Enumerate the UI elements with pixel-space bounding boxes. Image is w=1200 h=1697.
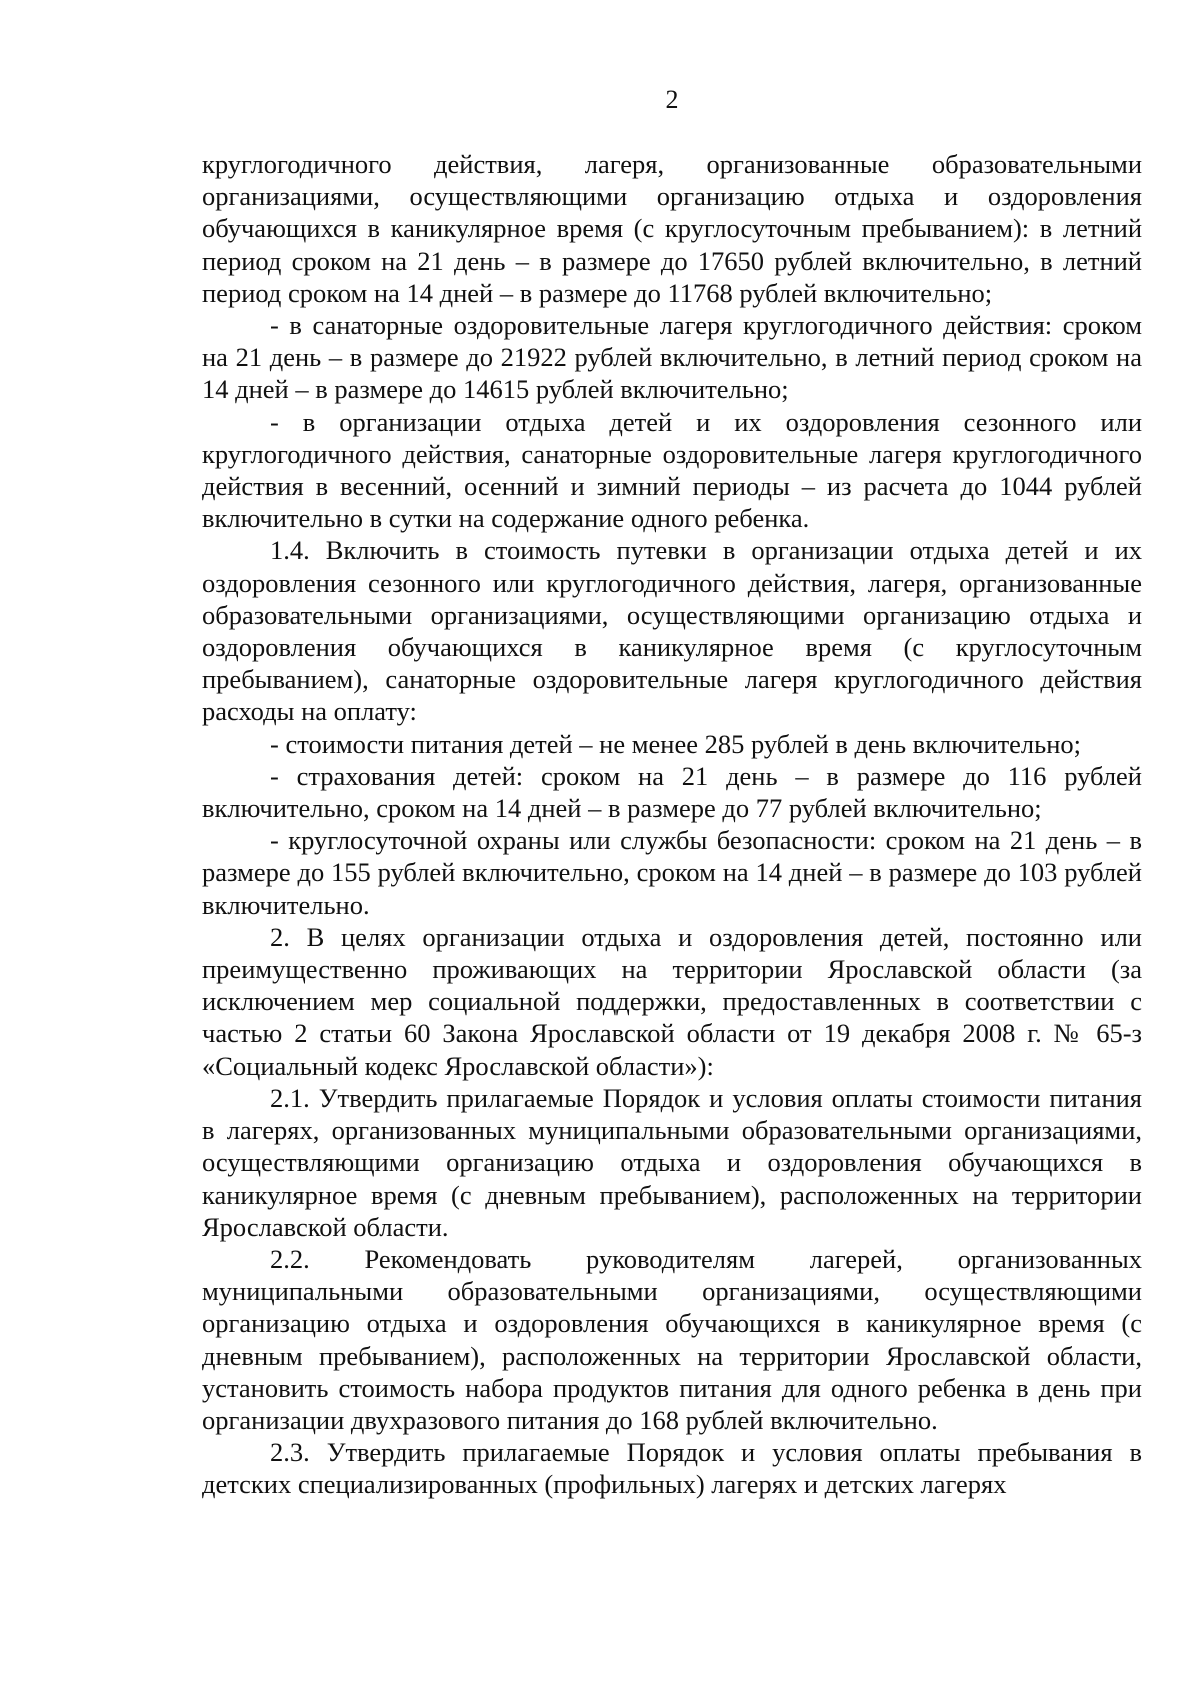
paragraph-2-1: 2.1. Утвердить прилагаемые Порядок и условия оплаты стоимости питания в лагерях, организованных муниципальными образовательными организациями, осуществляющими организацию отдыха и оздоровления обучающихся в каникулярное время (с дневным пребыванием), расположенных на территории Ярославской области. (202, 1082, 1142, 1242)
document-body (202, 148, 1142, 1501)
paragraph-2-3: 2.3. Утвердить прилагаемые Порядок и условия оплаты пребывания в детских специализированных (профильных) лагерях и детских лагерях (202, 1437, 1142, 1500)
paragraph-sanatorium-camps: - в санаторные оздоровительные лагеря круглогодичного действия: сроком на 21 день – в размере до 21922 рублей включительно, в летний период сроком на 14 дней – в размере до 14615 рублей включительно; (202, 310, 1142, 405)
paragraph-security: - круглосуточной охраны или службы безопасности: сроком на 21 день – в размере до 155 рублей включительно, сроком на 14 дней – в размере до 103 рублей включительно. (202, 825, 1142, 920)
page-number: 2 (665, 85, 679, 114)
paragraph-1-4: 1.4. Включить в стоимость путевки в организации отдыха детей и их оздоровления сезонного или круглогодичного действия, лагеря, организованные образовательными организациями, осуществляющими организацию отдыха и оздоровления обучающихся в каникулярное время (с круглосуточным пребыванием), санаторные оздоровительные лагеря круглогодичного действия расходы на оплату: (202, 535, 1142, 727)
paragraph-2-2: 2.2. Рекомендовать руководителям лагерей, организованных муниципальными образовательными организациями, осуществляющими организацию отдыха и оздоровления обучающихся в каникулярное время (с дневным пребыванием), расположенных на территории Ярославской области, установить стоимость набора продуктов питания для одного ребенка в день при организации двухразового питания до 168 рублей включительно. (202, 1243, 1142, 1435)
paragraph-insurance: - страхования детей: сроком на 21 день – в размере до 116 рублей включительно, сроком на 14 дней – в размере до 77 рублей включительно; (202, 760, 1142, 824)
paragraph-2: 2. В целях организации отдыха и оздоровления детей, постоянно или преимущественно проживающих на территории Ярославской области (за исключением мер социальной поддержки, предоставленных в соответствии с частью 2 статьи 60 Закона Ярославской области от 19 декабря 2008 г. № 65-з «Социальный кодекс Ярославской области»): (202, 921, 1142, 1081)
paragraph-continuation: круглогодичного действия, лагеря, организованные образовательными организациями, осуществляющими организацию отдыха и оздоровления обучающихся в каникулярное время (с круглосуточным пребыванием): в летний период сроком на 21 день – в размере до 17650 рублей включительно, в летний период сроком на 14 дней – в размере до 11768 рублей включительно; (202, 149, 1142, 308)
paragraph-food-cost: - стоимости питания детей – не менее 285 рублей в день включительно; (270, 728, 1082, 759)
paragraph-seasonal-organizations: - в организации отдыха детей и их оздоровления сезонного или круглогодичного действия, санаторные оздоровительные лагеря круглогодичного действия в весенний, осенний и зимний периоды – из расчета до 1044 рублей включительно в сутки на содержание одного ребенка. (202, 406, 1142, 534)
